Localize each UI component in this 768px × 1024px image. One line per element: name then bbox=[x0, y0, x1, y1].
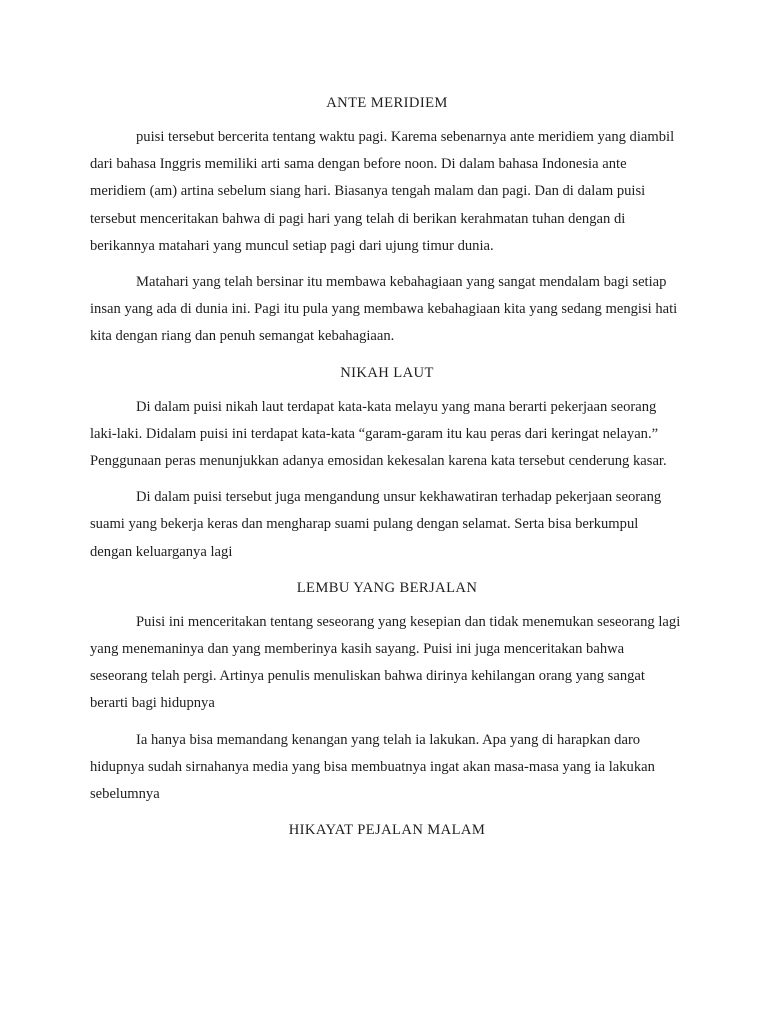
section-title-hikayat-pejalan-malam: HIKAYAT PEJALAN MALAM bbox=[288, 822, 486, 839]
paragraph: Ia hanya bisa memandang kenangan yang telah ia lakukan. Apa yang di harapkan daro hidupnya sudah sirnahanya media yang bisa membuatnya ingat akan masa-masa yang ia lakukan sebelumnya bbox=[90, 731, 655, 803]
section-title-nikah-laut: NIKAH LAUT bbox=[340, 364, 434, 381]
paragraph: Di dalam puisi tersebut juga mengandung unsur kekhawatiran terhadap pekerjaan seorang suami yang bekerja keras dan mengharap suami pulang dengan selamat. Serta bisa berkumpul dengan keluarganya lagi bbox=[90, 489, 662, 560]
section-title-ante-meridiem: ANTE MERIDIEM bbox=[326, 95, 448, 111]
paragraph: puisi tersebut bercerita tentang waktu pagi. Karema sebenarnya ante meridiem yang diambil dari bahasa Inggris memiliki arti sama dengan before noon. Di dalam bahasa Indonesia ante meridiem (am) artina sebelum siang hari. Biasanya tengah malam dan pagi. Dan di dalam puisi tersebut menceritakan bahwa di pagi hari yang telah di berikan kerahmatan tuhan dengan di berikannya matahari yang muncul setiap pagi dari ujung timur dunia. bbox=[90, 129, 675, 254]
paragraph: Puisi ini menceritakan tentang seseorang yang kesepian dan tidak menemukan seseorang lagi yang menemaninya dan yang memberinya kasih sayang. Puisi ini juga menceritakan bahwa seseorang telah pergi. Artinya penulis menuliskan bahwa dirinya kehilangan orang yang sangat berarti bagi hidupnya bbox=[90, 613, 681, 712]
paragraph: Di dalam puisi nikah laut terdapat kata-kata melayu yang mana berarti pekerjaan seorang laki-laki. Didalam puisi ini terdapat kata-kata “garam-garam itu kau peras dari keringat nelayan.” Penggunaan peras menunjukkan adanya emosidan kekesalan karena kata tersebut cenderung kasar. bbox=[90, 398, 667, 470]
paragraph: Matahari yang telah bersinar itu membawa kebahagiaan yang sangat mendalam bagi setiap insan yang ada di dunia ini. Pagi itu pula yang membawa kebahagiaan kita yang sedang mengisi hati kita dengan riang dan penuh semangat kebahagiaan. bbox=[90, 274, 678, 345]
section-title-lembu-yang-berjalan: LEMBU YANG BERJALAN bbox=[296, 579, 478, 596]
